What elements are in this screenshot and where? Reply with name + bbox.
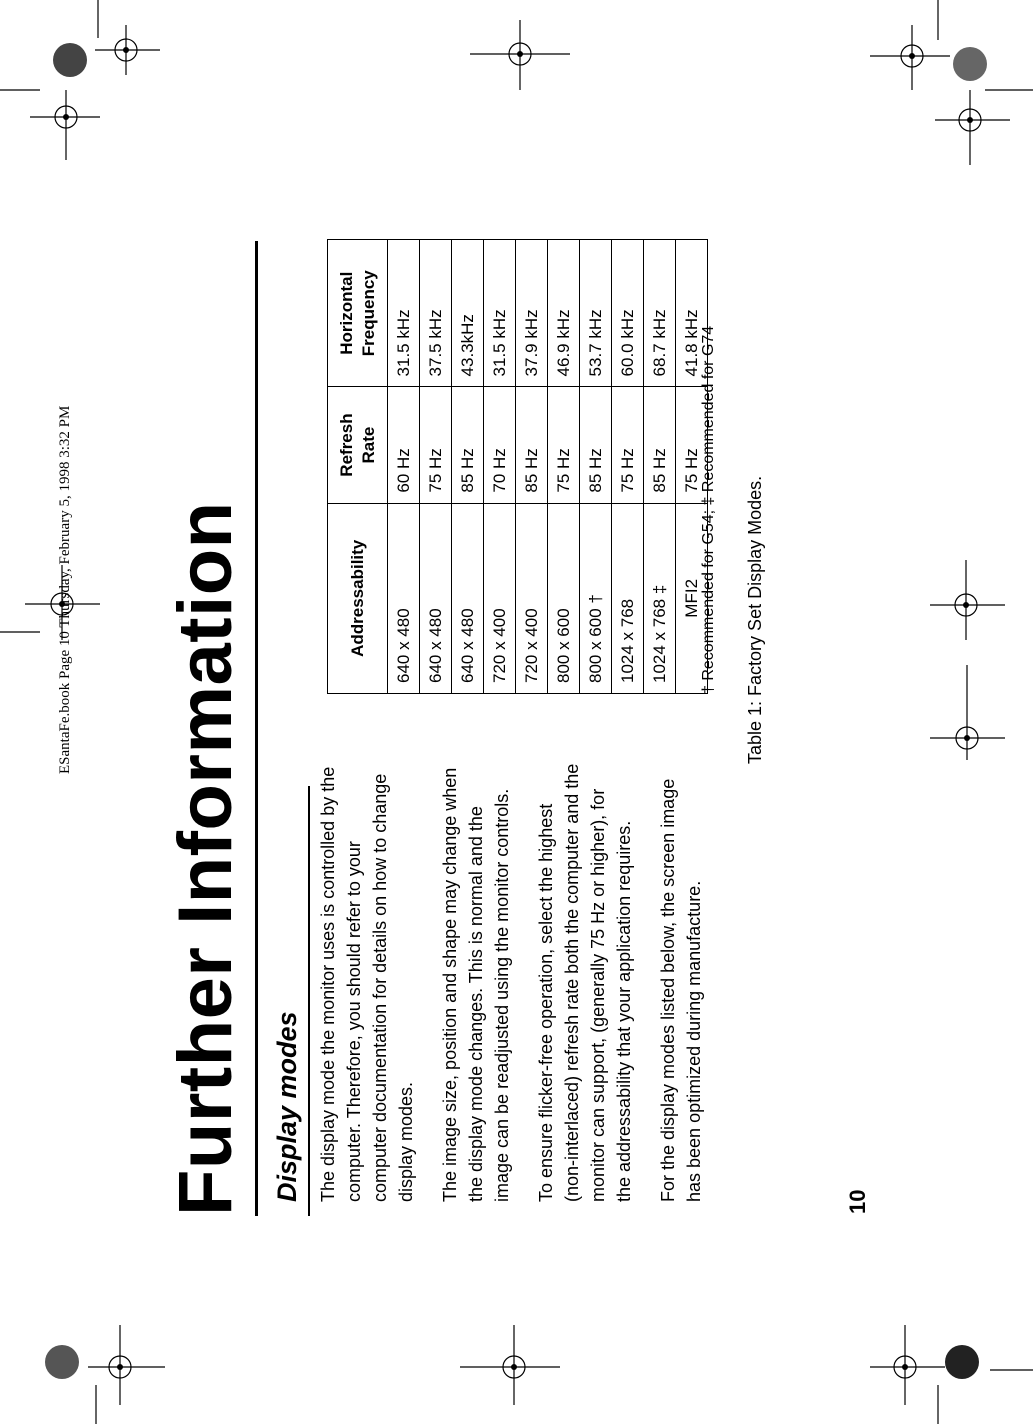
table-row: MFI2 75 Hz 41.8 kHz: [676, 240, 708, 694]
header-refresh-rate: Refresh Rate: [328, 387, 388, 503]
table-row: 720 x 400 70 Hz 31.5 kHz: [484, 240, 516, 694]
section-heading: Display modes: [272, 1011, 302, 1202]
table-row: 640 x 480 85 Hz 43.3kHz: [452, 240, 484, 694]
table-row: 1024 x 768 ‡ 85 Hz 68.7 kHz: [644, 240, 676, 694]
table-row: 800 x 600 75 Hz 46.9 kHz: [548, 240, 580, 694]
table-row: 640 x 480 60 Hz 31.5 kHz: [388, 240, 420, 694]
page-number: 10: [845, 1189, 870, 1214]
table-row: 640 x 480 75 Hz 37.5 kHz: [420, 240, 452, 694]
paragraph: To ensure flicker-free operation, select the highest (non-interlaced) refresh rate both the computer and the monitor can support, (generally 75 Hz or higher), for the addressability that your application requires.: [536, 763, 634, 1202]
table-row: 1024 x 768 75 Hz 60.0 kHz: [612, 240, 644, 694]
table-footnote: † Recommended for G54; ‡ Recommended for G74: [700, 325, 717, 694]
print-header: ESantaFe.book Page 10 Thursday, February 5, 1998 3:32 PM: [57, 405, 73, 774]
section-rule: [308, 786, 310, 1216]
header-addressability: Addressability: [328, 503, 388, 693]
paragraph: The image size, position and shape may change when the display mode changes. This is normal and the image can be readjusted using the monitor controls.: [440, 767, 512, 1202]
header-horizontal-frequency: Horizontal Frequency: [328, 240, 388, 387]
paragraph: The display mode the monitor uses is controlled by the computer. Therefore, you should refer to your computer documentation for details on how to change display modes.: [318, 766, 416, 1202]
table-row: 720 x 400 85 Hz 37.9 kHz: [516, 240, 548, 694]
body-text: [315, 762, 725, 1202]
paragraph: For the display modes listed below, the screen image has been optimized during manufacture.: [658, 778, 704, 1202]
title-rule: [255, 241, 258, 1216]
table-header-row: [328, 240, 388, 694]
page-title: Further Information: [163, 501, 248, 1216]
table-caption: Table 1: Factory Set Display Modes.: [745, 475, 765, 764]
display-modes-table: [327, 239, 708, 694]
table-row: 800 x 600 † 85 Hz 53.7 kHz: [580, 240, 612, 694]
